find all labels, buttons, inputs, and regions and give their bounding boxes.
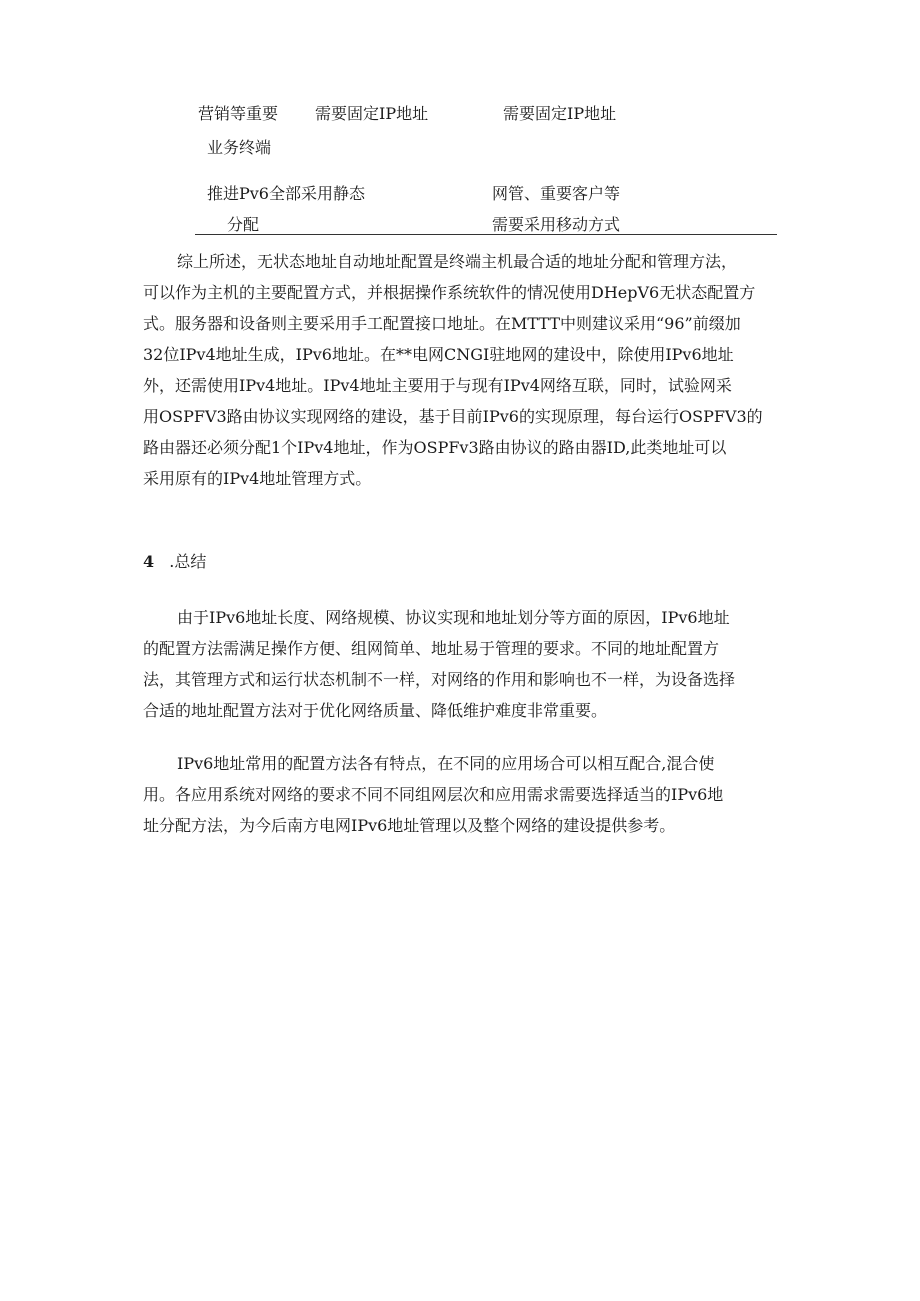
paragraph-line: 用OSPFV3路由协议实现网络的建设，基于目前IPv6的实现原理，每台运行OSPFV3的 — [143, 407, 763, 426]
section-number: 4 — [143, 552, 155, 571]
table-cell-r1c3: 需要固定IP地址 — [503, 104, 617, 123]
paragraph-line: 可以作为主机的主要配置方式，并根据操作系统软件的情况使用DHepV6无状态配置方 — [143, 283, 756, 302]
table-cell-r1c1-line1: 营销等重要 — [198, 104, 279, 123]
table-cell-r2c3-line2: 需要采用移动方式 — [492, 215, 621, 234]
table-cell-r2c3-line1: 网管、重要客户等 — [492, 184, 621, 203]
section-title: .总结 — [169, 552, 207, 571]
paragraph-line: 合适的地址配置方法对于优化网络质量、降低维护难度非常重要。 — [143, 701, 608, 720]
table-cell-r2c1-line1: 推进Pv6全部采用静态 — [207, 184, 365, 203]
paragraph-line: 外，还需使用IPv4地址。IPv4地址主要用于与现有IPv4网络互联，同时，试验网采 — [143, 376, 732, 395]
paragraph-line: 式。服务器和设备则主要采用手工配置接口地址。在MTTT中则建议采用“96”前缀加 — [143, 314, 741, 333]
paragraph-conclusion-2 — [143, 748, 779, 841]
paragraph-line: 采用原有的IPv4地址管理方式。 — [143, 469, 372, 488]
paragraph-line: 用。各应用系统对网络的要求不同不同组网层次和应用需求需要选择适当的IPv6地 — [143, 785, 724, 804]
table-cell-r1c1-line2: 业务终端 — [207, 138, 272, 157]
paragraph-line: IPv6地址常用的配置方法各有特点，在不同的应用场合可以相互配合,混合使 — [177, 754, 715, 773]
paragraph-line: 32位IPv4地址生成，IPv6地址。在**电网CNGI驻地网的建设中，除使用IPv6地址 — [143, 345, 734, 364]
table-cell-r1c2: 需要固定IP地址 — [315, 104, 429, 123]
paragraph-line: 由于IPv6地址长度、网络规模、协议实现和地址划分等方面的原因，IPv6地址 — [177, 608, 730, 627]
paragraph-line: 综上所述，无状态地址自动地址配置是终端主机最合适的地址分配和管理方法， — [177, 252, 738, 271]
paragraph-summary — [143, 246, 779, 494]
paragraph-line: 的配置方法需满足操作方便、组网简单、地址易于管理的要求。不同的地址配置方 — [143, 639, 720, 658]
paragraph-line: 址分配方法，为今后南方电网IPv6地址管理以及整个网络的建设提供参考。 — [143, 816, 676, 835]
paragraph-conclusion-1 — [143, 602, 779, 726]
paragraph-line: 路由器还必须分配1个IPv4地址，作为OSPFv3路由协议的路由器ID,此类地址可以 — [143, 438, 727, 457]
table-cell-r2c1-line2: 分配 — [227, 215, 260, 234]
paragraph-line: 法，其管理方式和运行状态机制不一样，对网络的作用和影响也不一样，为设备选择 — [143, 670, 736, 689]
section-heading — [143, 552, 206, 572]
table-bottom-rule — [195, 234, 777, 235]
